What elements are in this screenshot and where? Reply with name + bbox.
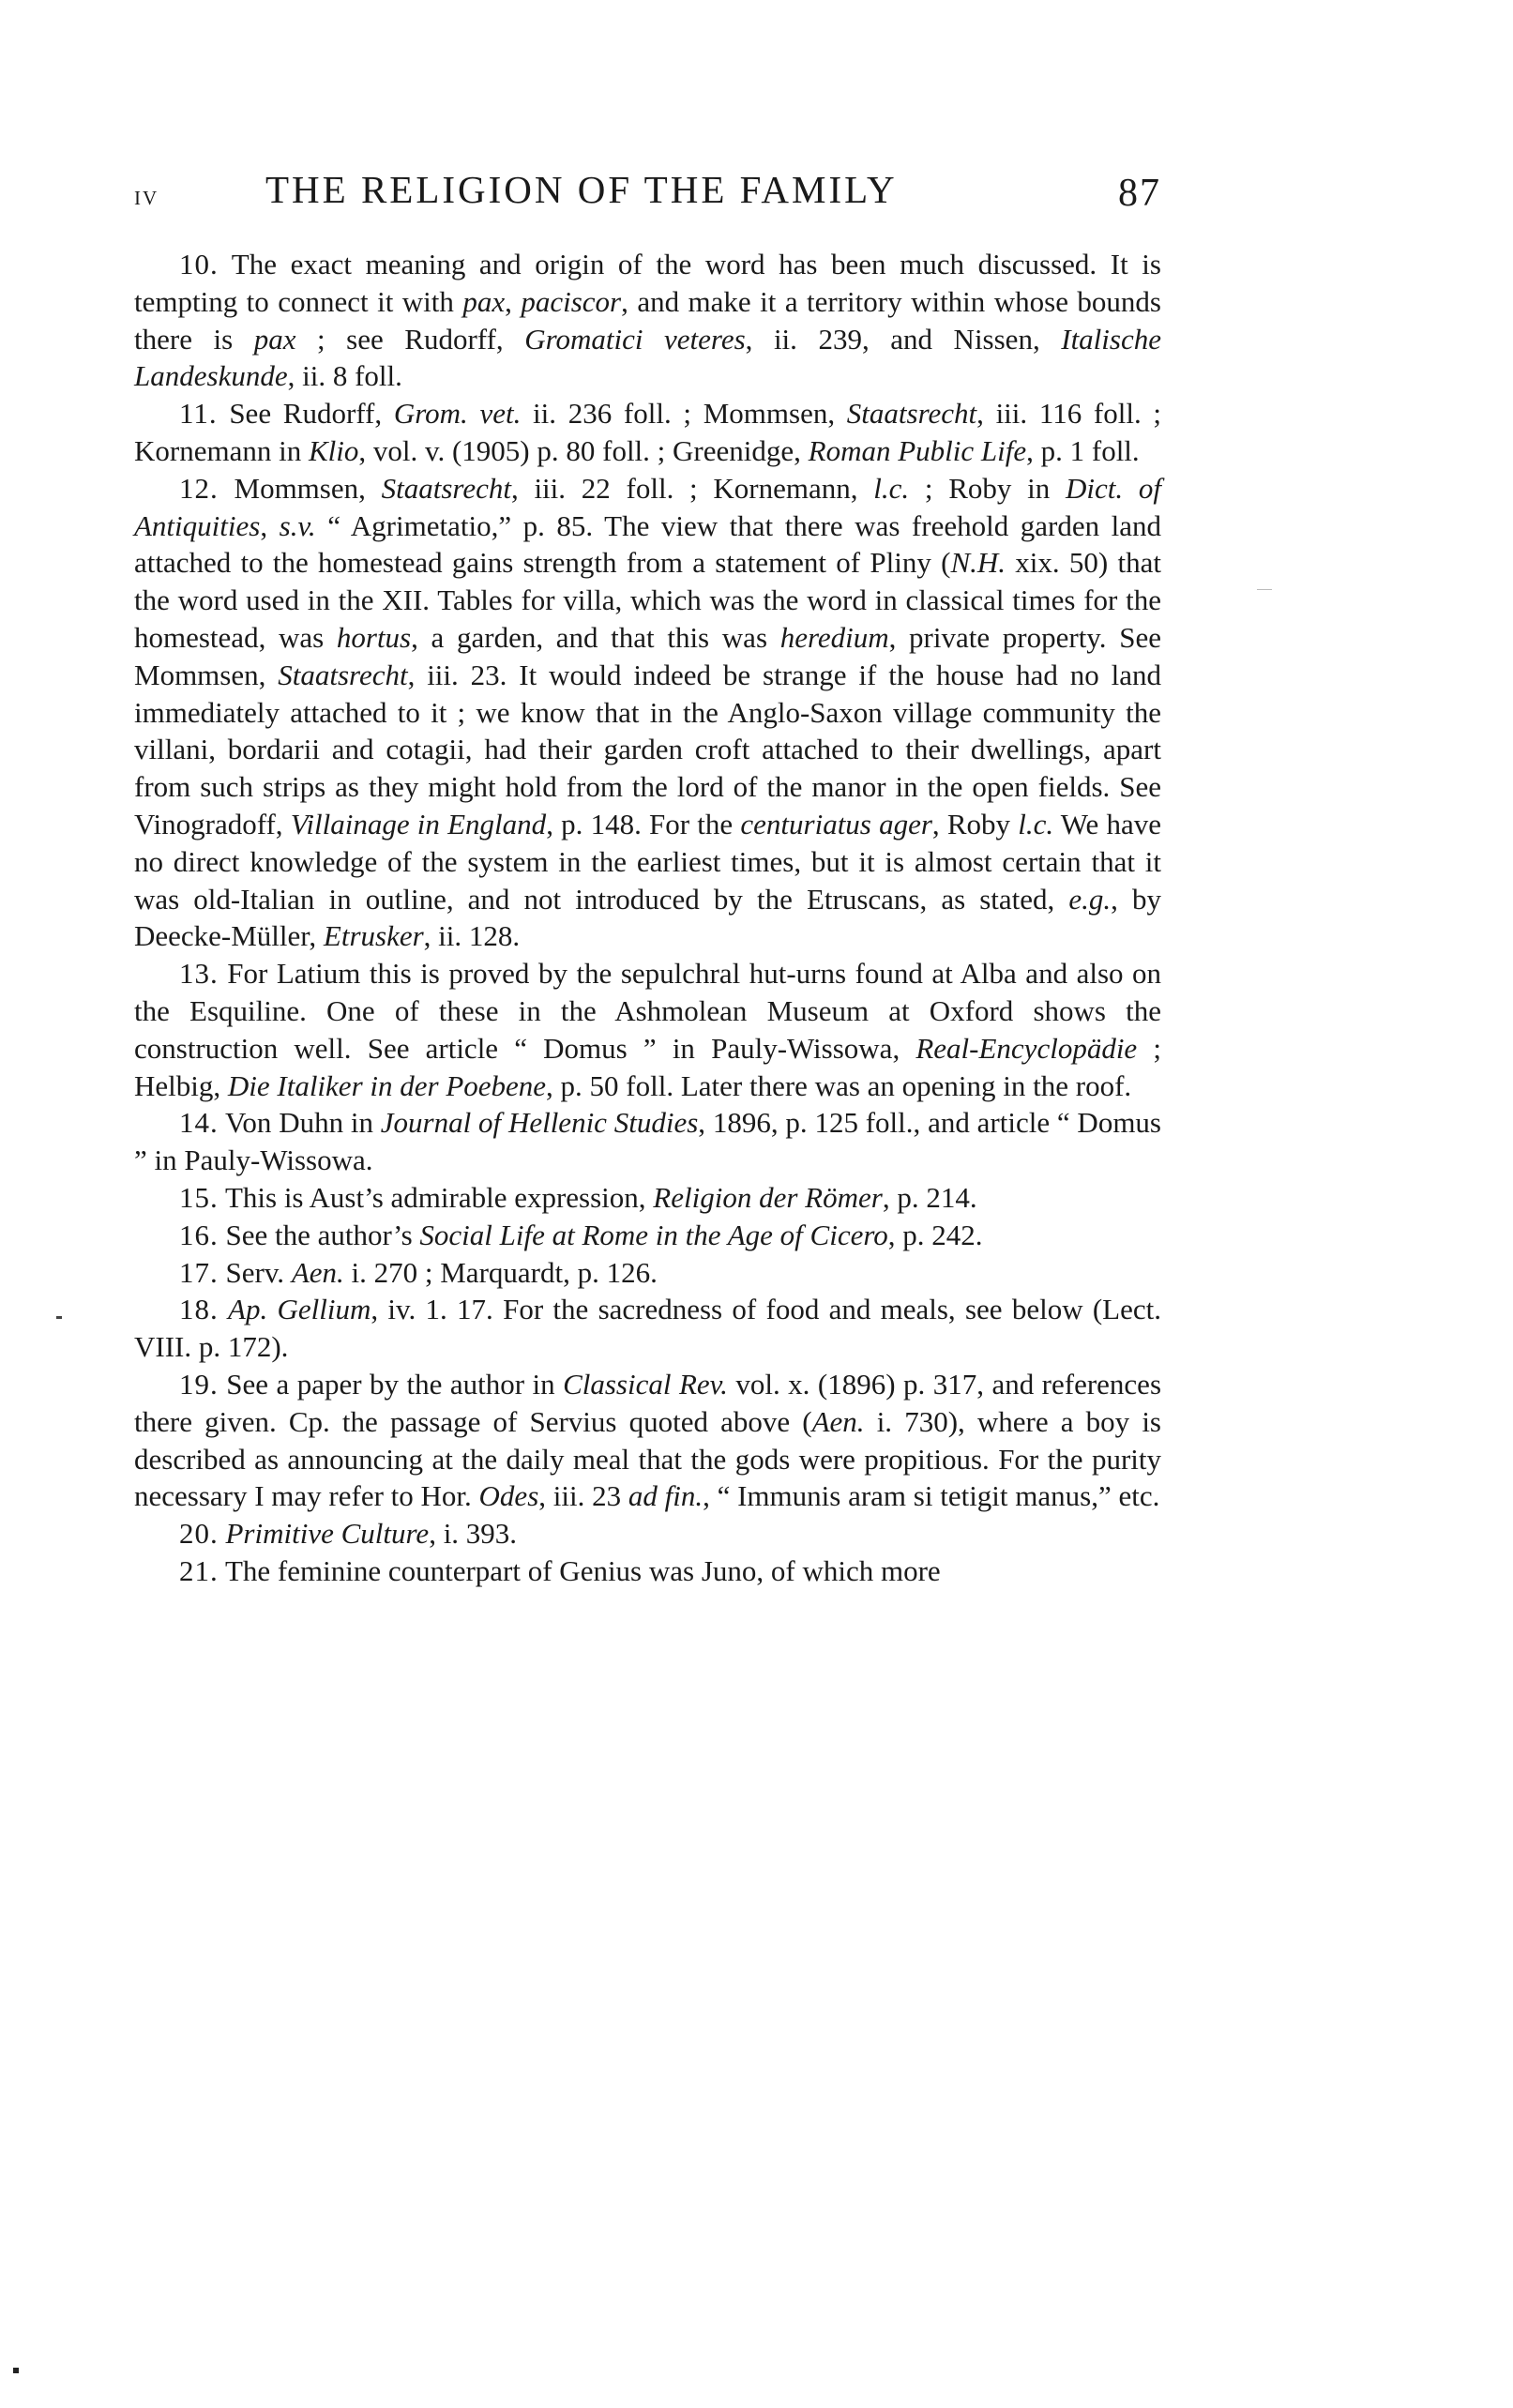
endnote-italic-run: Religion der Römer: [653, 1180, 883, 1214]
running-head: [134, 167, 1161, 223]
endnote-text-run: , i. 393.: [429, 1517, 518, 1551]
endnote-text-run: , iv. 1. 17. For the sacredness of food and meals, see below (Lect. VIII. p. 172).: [134, 1293, 1161, 1364]
endnote-text-run: The exact meaning and origin of the word has been much discussed. It is tempting to connect it with: [134, 248, 1161, 318]
endnote-text-run: , private property. See Mommsen,: [134, 620, 1161, 691]
endnote-italic-run: pax: [253, 322, 296, 356]
endnote-text-run: , iii. 116 foll. ; Kornemann in: [134, 397, 1162, 467]
endnote-text-run: i. 270 ; Marquardt, p. 126.: [343, 1255, 658, 1289]
endnote-italic-run: Dict. of Antiquities: [134, 471, 1161, 542]
endnote-italic-run: Villainage in England: [290, 807, 547, 841]
endnote-text-run: , “ Immunis aram si tetigit manus,” etc.: [703, 1479, 1160, 1513]
endnote-text-run: ; Helbig,: [134, 1031, 1161, 1102]
endnote-number: 10.: [179, 248, 219, 280]
endnote-text-run: Serv.: [225, 1255, 292, 1289]
endnote-text-run: Von Duhn in: [225, 1106, 381, 1140]
endnote-italic-run: pax: [462, 284, 506, 318]
endnote-text-run: , p. 50 foll. Later there was an opening in the roof.: [546, 1068, 1132, 1102]
endnote-italic-run: hortus: [336, 620, 412, 654]
endnote-number: 12.: [179, 471, 219, 505]
endnote-number: 21.: [179, 1553, 219, 1587]
endnote-italic-run: Die Italiker in der Poebene: [227, 1068, 547, 1102]
scan-speck: [1257, 589, 1272, 590]
endnote-text-run: ; see Rudorff,: [295, 322, 525, 356]
endnote-italic-run: Staatsrecht: [278, 658, 408, 691]
endnote-text-run: i. 730), where a boy is described as announcing at the daily meal that the gods were propitious. For the purity necessary I may refer to Hor.: [134, 1404, 1161, 1513]
endnote-text-run: , ii. 8 foll.: [287, 359, 402, 393]
endnote-italic-run: paciscor: [521, 284, 622, 318]
page-title: THE RELIGION OF THE FAMILY: [265, 168, 898, 211]
endnote-number: 13.: [179, 957, 219, 991]
endnote-text-run: , vol. v. (1905) p. 80 foll. ; Greenidge,: [358, 433, 809, 467]
endnote-text-run: , ii. 128.: [423, 919, 521, 953]
endnote-20: [134, 1515, 1161, 1552]
endnote-19: [134, 1366, 1161, 1515]
endnote-italic-run: e.g.: [1068, 882, 1112, 916]
endnote-italic-run: Aen.: [811, 1404, 865, 1438]
endnote-italic-run: Italische Landeskunde: [134, 322, 1161, 393]
endnote-text-run: vol. x. (1896) p. 317, and references there given. Cp. the passage of Servius quoted above (: [134, 1367, 1162, 1438]
endnote-text-run: , Roby: [931, 807, 1019, 841]
endnote-text-run: , by Deecke-Müller,: [134, 882, 1162, 953]
endnote-text-run: , 1896, p. 125 foll., and article “ Domus ” in Pauly-Wissowa.: [134, 1106, 1161, 1177]
endnote-text-run: See the author’s: [225, 1218, 420, 1251]
endnote-10: [134, 246, 1161, 395]
endnote-11: [134, 395, 1161, 470]
endnote-13: [134, 955, 1161, 1104]
endnote-text-run: ii. 236 foll. ; Mommsen,: [521, 397, 847, 431]
endnote-italic-run: Grom. vet.: [393, 397, 522, 431]
endnote-text-run: For Latium this is proved by the sepulchral hut-urns found at Alba and also on the Esquiline. One of these in the Ashmolean Museum at Oxford shows the construction well. See article “ Domus ” in Pauly-Wissowa,: [134, 957, 1162, 1065]
endnote-12: [134, 470, 1161, 955]
endnote-text-run: ,: [505, 284, 522, 318]
endnote-italic-run: l.c.: [873, 471, 910, 505]
endnote-text-run: This is Aust’s admirable expression,: [224, 1180, 654, 1214]
endnote-italic-run: Journal of Hellenic Studies: [380, 1106, 699, 1140]
endnote-italic-run: Classical Rev.: [563, 1367, 728, 1401]
endnote-italic-run: heredium: [779, 620, 889, 654]
endnote-14: [134, 1104, 1161, 1179]
endnote-italic-run: Staatsrecht: [846, 397, 977, 431]
scan-speck: [13, 2368, 19, 2373]
endnote-text-run: “ Agrimetatio,” p. 85. The view that there was freehold garden land attached to the homestead gains strength from a statement of Pliny (: [134, 508, 1162, 580]
endnote-italic-run: Staatsrecht: [381, 471, 511, 505]
section-number: iv: [134, 180, 159, 211]
endnote-number: 20.: [179, 1517, 219, 1551]
endnotes: [134, 246, 1161, 1590]
endnote-text-run: Mommsen,: [234, 471, 382, 505]
endnote-18: [134, 1291, 1161, 1366]
endnote-text-run: See Rudorff,: [229, 397, 394, 431]
endnote-text-run: ,: [260, 508, 280, 542]
endnote-text-run: , and make it a territory within whose bounds there is: [134, 284, 1161, 356]
endnote-text-run: , a garden, and that this was: [411, 620, 780, 654]
endnote-italic-run: Primitive Culture: [225, 1517, 430, 1551]
endnote-text-run: , iii. 23. It would indeed be strange if the house had no land immediately attached to it ; we know that in the Anglo-Saxon village community the villani, bordarii and cotagii, had their garden croft attached to their dwellings, apart from such strips as they might hold from the lord of the manor in the open fields. See Vinogradoff,: [134, 658, 1161, 841]
endnote-italic-run: Odes: [478, 1479, 539, 1513]
endnote-number: 11.: [179, 397, 218, 431]
endnote-italic-run: Gromatici veteres: [524, 322, 746, 356]
endnote-italic-run: Klio: [308, 433, 359, 467]
endnote-text-run: We have no direct knowledge of the system in the earliest times, but it is almost certain that it was old-Italian in outline, and not introduced by the Etruscans, as stated,: [134, 807, 1162, 916]
endnote-15: [134, 1179, 1161, 1217]
endnote-number: 17.: [179, 1255, 219, 1289]
endnote-italic-run: ad fin.: [628, 1479, 704, 1513]
endnote-text-run: , p. 148. For the: [546, 807, 741, 841]
endnote-italic-run: Roman Public Life: [808, 433, 1027, 467]
scan-speck: [56, 1316, 62, 1319]
endnote-italic-run: l.c.: [1018, 807, 1054, 841]
endnote-italic-run: Etrusker: [323, 919, 424, 953]
endnote-text-run: , p. 214.: [882, 1180, 977, 1214]
endnote-number: 15.: [179, 1180, 219, 1214]
endnote-21: [134, 1552, 1161, 1590]
endnote-text-run: , iii. 22 foll. ; Kornemann,: [510, 471, 874, 505]
endnote-number: 19.: [179, 1367, 219, 1401]
endnote-number: 14.: [179, 1106, 219, 1140]
endnote-italic-run: centuriatus ager: [740, 807, 932, 841]
endnote-text-run: The feminine counterpart of Genius was Juno, of which more: [224, 1553, 941, 1587]
endnote-italic-run: Aen.: [291, 1255, 344, 1289]
endnote-number: 18.: [179, 1293, 219, 1326]
endnote-text-run: , iii. 23: [538, 1479, 628, 1513]
endnote-text-run: xix. 50) that the word used in the XII. Tables for villa, which was the word in classical times for the homestead, was: [134, 546, 1161, 654]
endnote-text-run: , p. 1 foll.: [1026, 433, 1140, 467]
endnote-number: 16.: [179, 1218, 219, 1251]
endnote-italic-run: s.v.: [279, 508, 316, 542]
endnote-17: [134, 1254, 1161, 1292]
endnote-16: [134, 1217, 1161, 1254]
endnote-italic-run: N.H.: [950, 546, 1006, 580]
endnote-text-run: , p. 242.: [887, 1218, 983, 1251]
page-number: 87: [1118, 172, 1161, 215]
endnote-text-run: See a paper by the author in: [226, 1367, 564, 1401]
endnote-text-run: , ii. 239, and Nissen,: [745, 322, 1062, 356]
endnote-italic-run: Social Life at Rome in the Age of Cicero: [419, 1218, 888, 1251]
endnote-italic-run: Real-Encyclopädie: [915, 1031, 1138, 1065]
endnote-text-run: ; Roby in: [909, 471, 1067, 505]
endnote-italic-run: Ap. Gellium: [228, 1293, 371, 1326]
